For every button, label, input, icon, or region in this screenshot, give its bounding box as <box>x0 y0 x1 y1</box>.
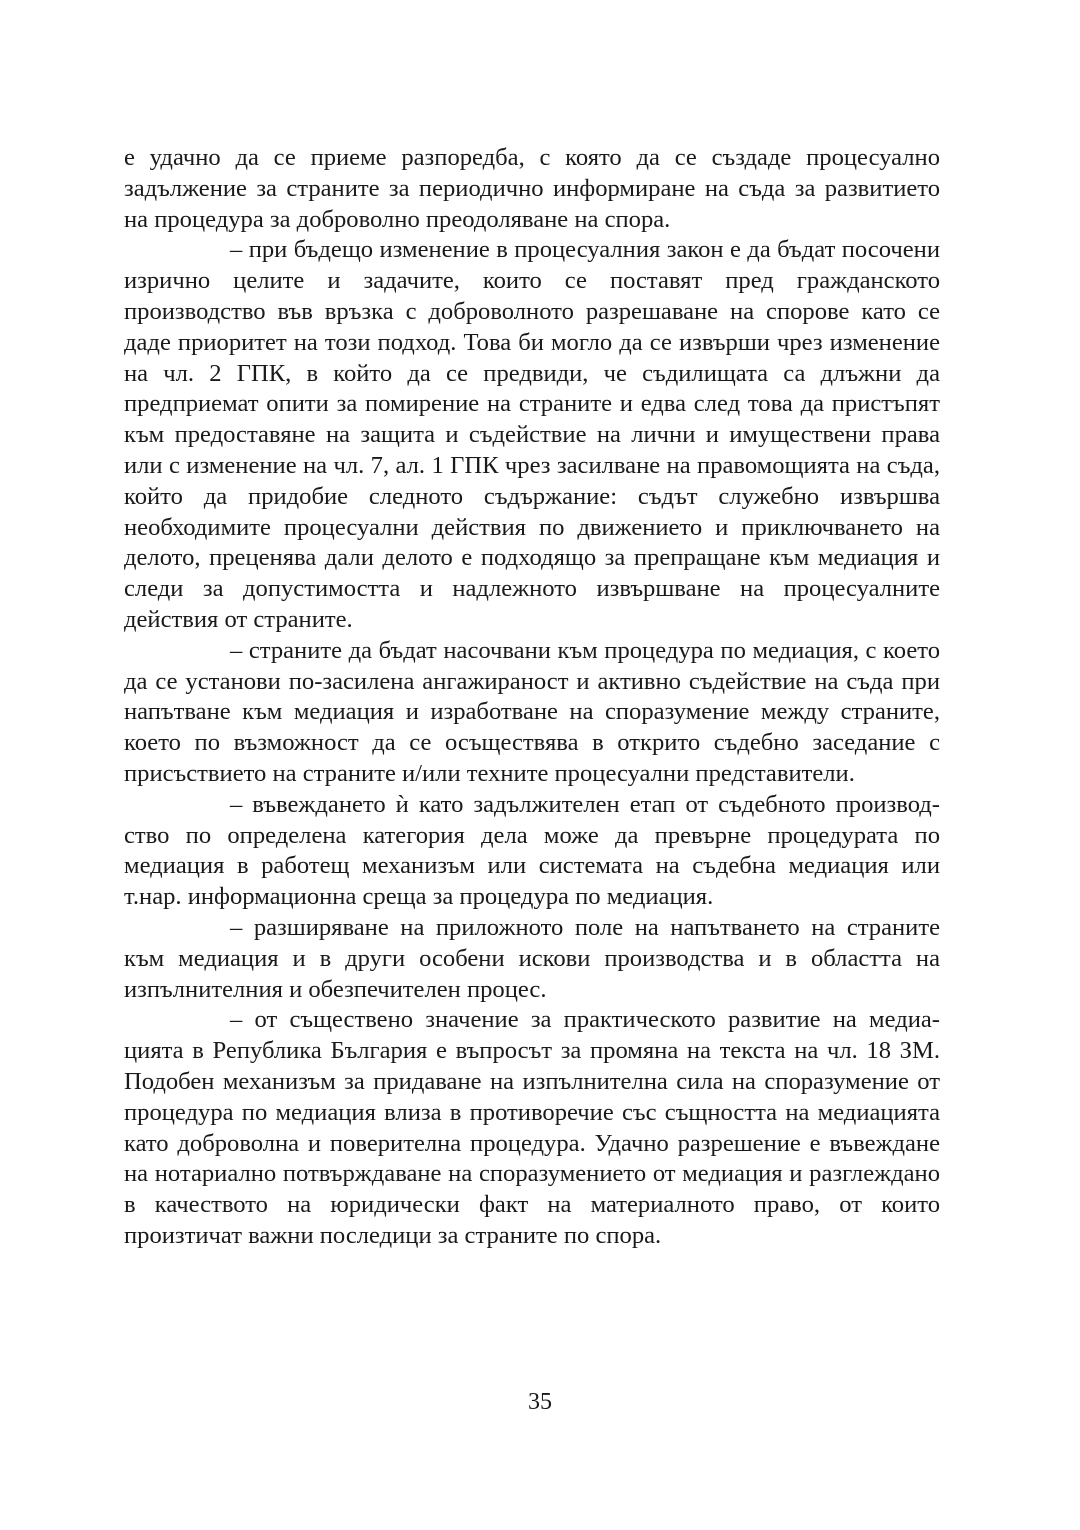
page-body <box>124 143 940 1373</box>
paragraph-referral-to-mediation: – страните да бъдат насочвани към процедура по медиация, с което да се установи по-засилена ангажираност и активно съдействие на съда при напътване към медиация и изработване на споразумение между страните, което по възможност да се осъществява в открито съдебно заседание с присъствието на страните и/или техните процесуални представители. <box>124 636 940 787</box>
paragraph-mandatory-stage: – въвеждането ѝ като задължителен етап от съдебното производство по определена категория дела може да превърне процедурата по медиация в работещ механизъм или системата на съдебна медиация или т.нар. информационна среща за процедура по медиация. <box>124 790 940 911</box>
paragraph-scope-expansion: – разширяване на приложното поле на напътването на страните към медиация и в други особени искови производства и в областта на изпълнителния и обезпечителен процес. <box>124 913 940 1003</box>
paragraph-procedural-law-amendment: – при бъдещо изменение в процесуалния закон е да бъдат посочени изрично целите и задачите, които се поставят пред гражданското производство във връзка с доброволното разрешаване на спорове като се даде приоритет на този подход. Това би могло да се извърши чрез изменение на чл. 2 ГПК, в който да се предвиди, че съдилищата са длъжни да предприемат опити за помирение на страните и едва след това да пристъпят към предоставяне на защита и съдействие на лични и имуществени права или с изменение на чл. 7, ал. 1 ГПК чрез засилване на правомощията на съда, който да придобие следното съдържание: съдът служебно извършва необходимите процесуални действия по движението и приключването на делото, преценява дали делото е подходящо за препращане към медиация и следи за допустимостта и надлежното извършване на процесуалните действия от страните. <box>124 236 940 633</box>
page-number: 35 <box>528 1389 552 1415</box>
paragraph-article-18-amendment: – от съществено значение за практическото развитие на медиацията в Република България е въпросът за промяна на текста на чл. 18 ЗМ. Подобен механизъм за придаване на изпълнителна сила на споразумение от процедура по медиация влиза в противоречие със същността на медиацията като доброволна и поверителна процедура. Удачно разрешение е въвеждане на нотариално потвърждаване на споразумението от медиация и разглеждано в качеството на юридически факт на материалното право, от които произтичат важни последици за страните по спора. <box>124 1006 940 1249</box>
paragraph-continuation: е удачно да се приеме разпоредба, с която да се създаде процесуално задължение за страните за периодично информиране на съда за развитието на процедура за доброволно преодоляване на спора. <box>124 144 940 233</box>
